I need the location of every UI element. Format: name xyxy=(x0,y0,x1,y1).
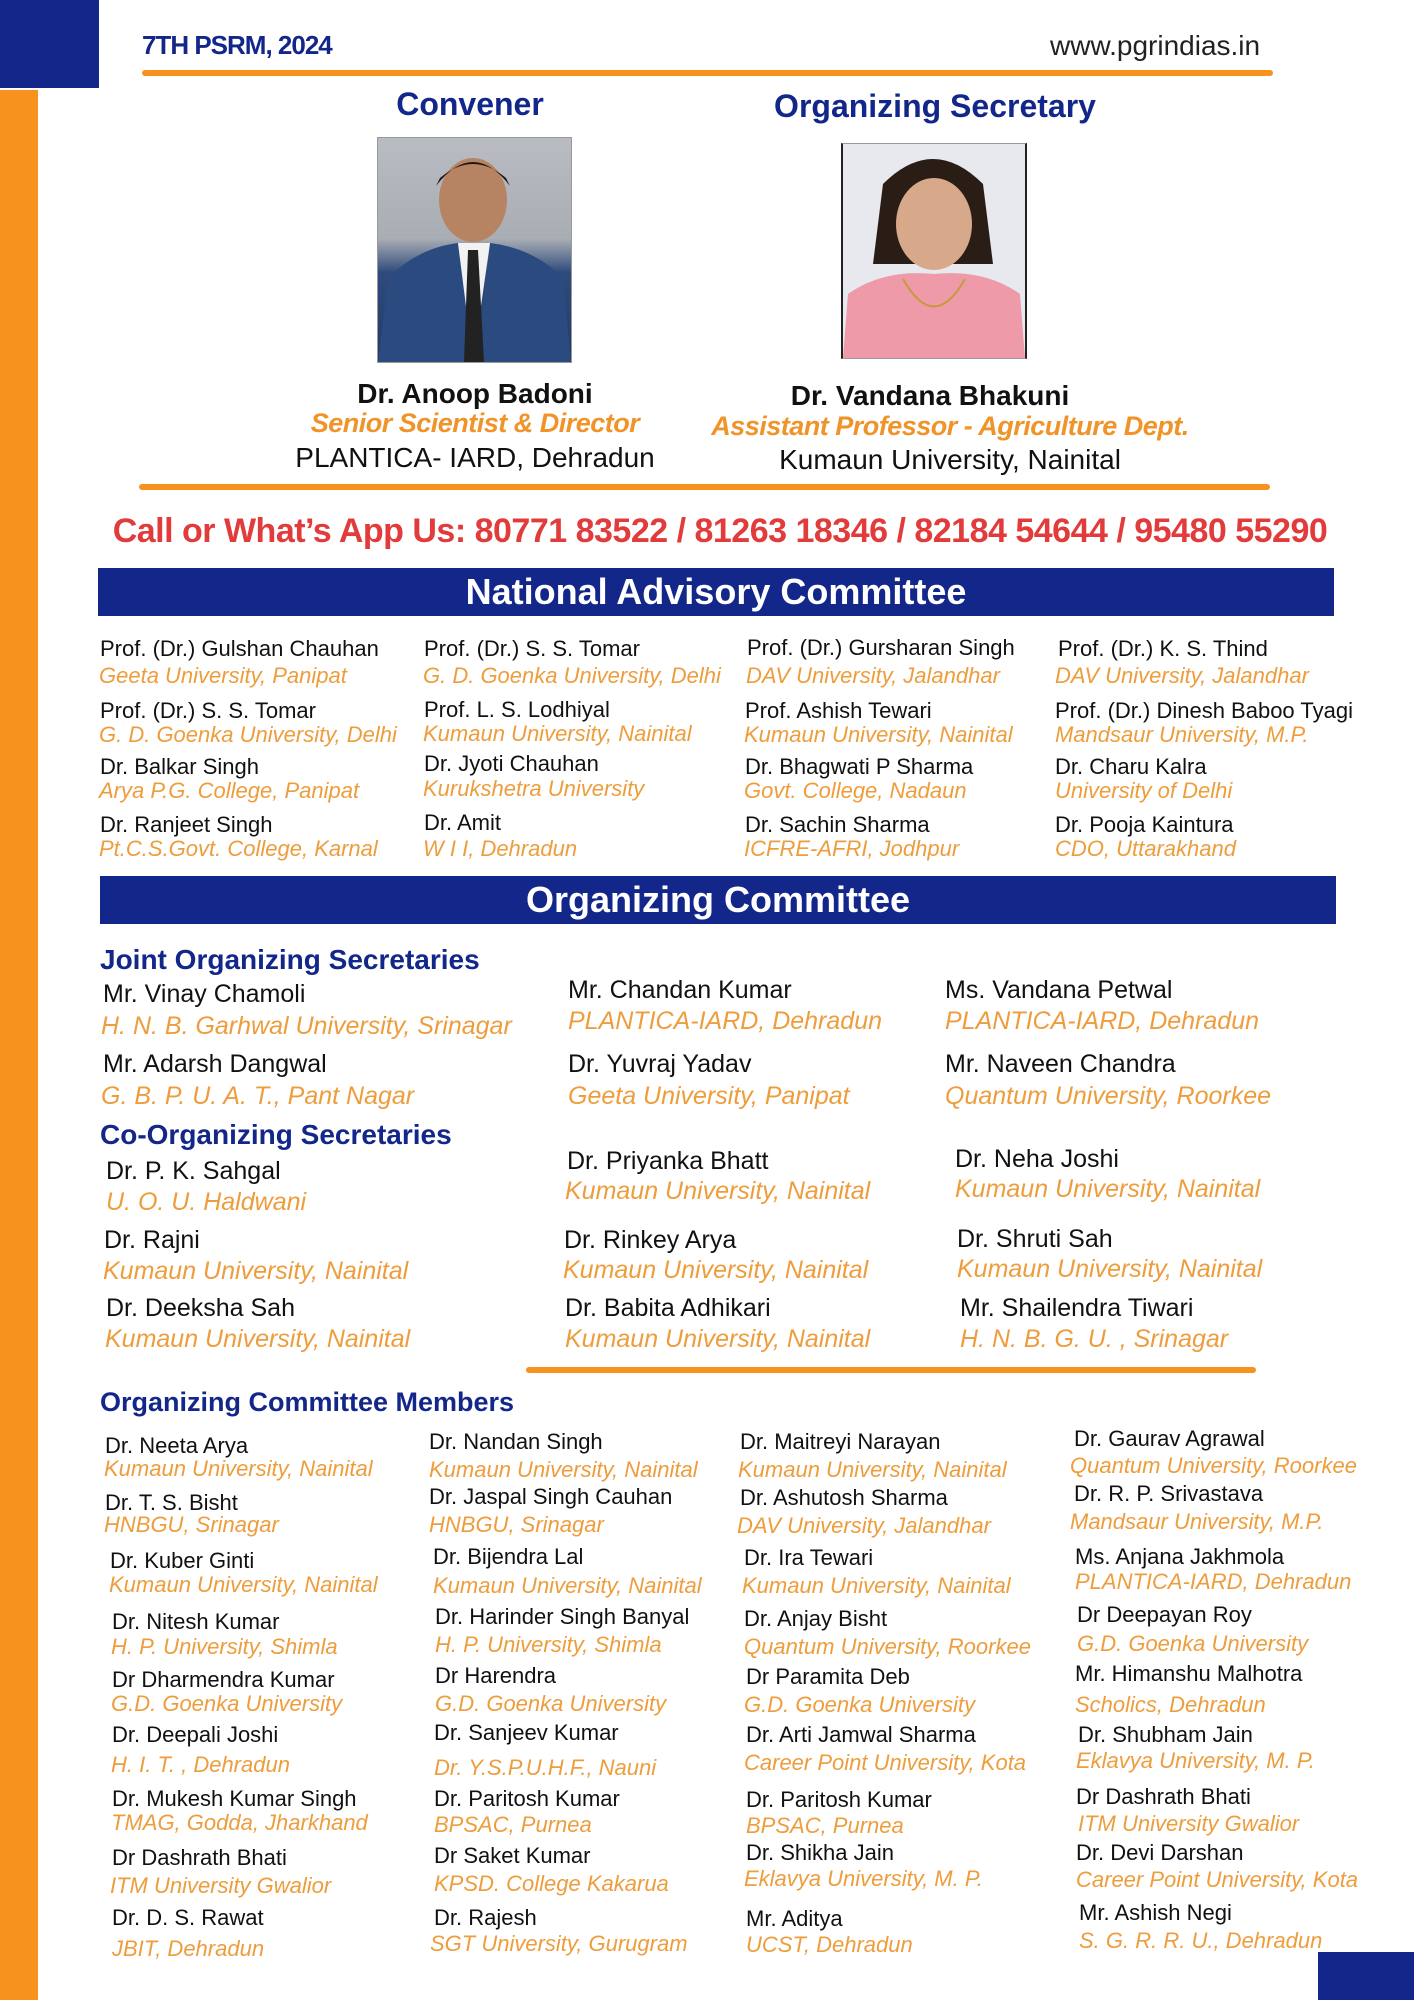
advisory-name: Dr. Charu Kalra xyxy=(1055,754,1207,779)
member-name: Dr. Paritosh Kumar xyxy=(746,1787,932,1812)
member-name: Dr Dashrath Bhati xyxy=(1076,1784,1251,1809)
member-name: Dr. Sanjeev Kumar xyxy=(434,1720,619,1745)
joint-secretary-name: Mr. Chandan Kumar xyxy=(568,976,792,1004)
member-name: Dr. Paritosh Kumar xyxy=(434,1786,620,1811)
member-name: Dr. T. S. Bisht xyxy=(105,1490,238,1515)
member-affiliation: S. G. R. R. U., Dehradun xyxy=(1079,1928,1323,1953)
co-secretary-name: Dr. Rinkey Arya xyxy=(564,1226,737,1254)
member-affiliation: H. P. University, Shimla xyxy=(111,1634,338,1659)
co-secretary-affiliation: Kumaun University, Nainital xyxy=(103,1257,409,1285)
members-heading: Organizing Committee Members xyxy=(100,1387,515,1417)
member-name: Dr Dashrath Bhati xyxy=(112,1845,287,1870)
member-name: Dr. Ashutosh Sharma xyxy=(740,1485,948,1510)
joint-secretary-name: Mr. Naveen Chandra xyxy=(945,1050,1176,1078)
co-secretary-name: Dr. Shruti Sah xyxy=(957,1225,1113,1253)
corner-block-top-left xyxy=(0,0,99,88)
member-affiliation: Kumaun University, Nainital xyxy=(109,1572,378,1597)
member-affiliation: BPSAC, Purnea xyxy=(746,1813,904,1838)
co-secretary-name: Dr. Neha Joshi xyxy=(955,1145,1119,1173)
member-name: Dr. Rajesh xyxy=(434,1905,537,1930)
member-affiliation: Kumaun University, Nainital xyxy=(742,1573,1011,1598)
member-name: Dr Saket Kumar xyxy=(434,1843,591,1868)
advisory-affiliation: Govt. College, Nadaun xyxy=(744,778,967,803)
website-link[interactable]: www.pgrindias.in xyxy=(1050,30,1261,61)
advisory-name: Prof. (Dr.) S. S. Tomar xyxy=(100,698,316,723)
joint-secretary-affiliation: G. B. P. U. A. T., Pant Nagar xyxy=(101,1082,415,1110)
co-secretary-name: Dr. P. K. Sahgal xyxy=(106,1157,281,1185)
member-affiliation: TMAG, Godda, Jharkhand xyxy=(111,1810,368,1835)
joint-secretary-affiliation: Geeta University, Panipat xyxy=(568,1082,850,1110)
member-name: Dr. D. S. Rawat xyxy=(112,1905,264,1930)
advisory-name: Dr. Amit xyxy=(424,810,502,835)
member-affiliation: Kumaun University, Nainital xyxy=(104,1456,373,1481)
member-affiliation: Eklavya University, M. P. xyxy=(1076,1748,1315,1773)
co-secretaries-heading: Co-Organizing Secretaries xyxy=(100,1119,452,1150)
co-secretary-affiliation: U. O. U. Haldwani xyxy=(106,1188,307,1216)
advisory-affiliation: Geeta University, Panipat xyxy=(99,663,347,688)
member-affiliation: KPSD. College Kakarua xyxy=(434,1871,669,1896)
co-secretary-affiliation: Kumaun University, Nainital xyxy=(955,1175,1261,1203)
advisory-affiliation: ICFRE-AFRI, Jodhpur xyxy=(744,836,960,861)
member-affiliation: G.D. Goenka University xyxy=(111,1691,343,1716)
member-name: Mr. Himanshu Malhotra xyxy=(1075,1661,1303,1686)
member-affiliation: HNBGU, Srinagar xyxy=(104,1512,279,1537)
member-name: Dr. Maitreyi Narayan xyxy=(740,1429,941,1454)
advisory-name: Prof. L. S. Lodhiyal xyxy=(424,697,610,722)
member-name: Dr Paramita Deb xyxy=(746,1664,910,1689)
joint-secretary-affiliation: H. N. B. Garhwal University, Srinagar xyxy=(101,1012,512,1040)
member-name: Dr. Deepali Joshi xyxy=(112,1722,279,1747)
member-name: Dr. Harinder Singh Banyal xyxy=(435,1604,690,1629)
joint-secretary-name: Mr. Vinay Chamoli xyxy=(103,980,306,1008)
advisory-name: Prof. (Dr.) K. S. Thind xyxy=(1058,636,1268,661)
member-name: Dr. Neeta Arya xyxy=(105,1433,249,1458)
advisory-name: Prof. (Dr.) Gulshan Chauhan xyxy=(100,636,379,661)
side-accent-bar xyxy=(0,90,38,2000)
member-affiliation: ITM University Gwalior xyxy=(110,1873,332,1898)
member-name: Dr. Nitesh Kumar xyxy=(112,1609,280,1634)
advisory-affiliation: W I I, Dehradun xyxy=(423,836,578,861)
member-affiliation: G.D. Goenka University xyxy=(435,1691,667,1716)
organizing-secretary-affiliation: Kumaun University, Nainital xyxy=(779,444,1121,475)
member-affiliation: Quantum University, Roorkee xyxy=(1070,1453,1357,1478)
member-name: Ms. Anjana Jakhmola xyxy=(1075,1544,1285,1569)
member-affiliation: DAV University, Jalandhar xyxy=(737,1513,991,1538)
member-affiliation: UCST, Dehradun xyxy=(746,1932,913,1957)
advisory-affiliation: Kumaun University, Nainital xyxy=(423,721,692,746)
members-divider xyxy=(526,1367,1256,1373)
member-name: Mr. Aditya xyxy=(746,1906,843,1931)
joint-secretary-name: Ms. Vandana Petwal xyxy=(945,976,1173,1004)
member-affiliation: H. I. T. , Dehradun xyxy=(111,1752,290,1777)
event-label: 7TH PSRM, 2024 xyxy=(142,30,332,60)
convener-photo xyxy=(377,137,572,363)
member-name: Dr. Gaurav Agrawal xyxy=(1074,1426,1265,1451)
advisory-name: Dr. Ranjeet Singh xyxy=(100,812,273,837)
member-affiliation: SGT University, Gurugram xyxy=(430,1931,688,1956)
person-silhouette-icon xyxy=(378,138,571,362)
convener-name: Dr. Anoop Badoni xyxy=(357,378,593,409)
co-secretary-affiliation: H. N. B. G. U. , Srinagar xyxy=(960,1325,1229,1353)
co-secretary-affiliation: Kumaun University, Nainital xyxy=(957,1255,1263,1283)
member-affiliation: Quantum University, Roorkee xyxy=(744,1634,1031,1659)
advisory-affiliation: University of Delhi xyxy=(1055,778,1233,803)
member-affiliation: Career Point University, Kota xyxy=(744,1750,1027,1775)
joint-secretary-affiliation: PLANTICA-IARD, Dehradun xyxy=(945,1007,1260,1035)
member-affiliation: Mandsaur University, M.P. xyxy=(1070,1509,1324,1534)
member-affiliation: Scholics, Dehradun xyxy=(1075,1692,1266,1717)
convener-affiliation: PLANTICA- IARD, Dehradun xyxy=(295,442,655,473)
member-name: Dr. Nandan Singh xyxy=(429,1429,603,1454)
member-name: Dr. Anjay Bisht xyxy=(744,1606,888,1631)
person-silhouette-icon xyxy=(843,144,1025,358)
co-secretary-name: Dr. Priyanka Bhatt xyxy=(567,1147,769,1175)
advisory-name: Dr. Sachin Sharma xyxy=(745,812,930,837)
advisory-name: Dr. Balkar Singh xyxy=(100,754,259,779)
member-name: Dr. Devi Darshan xyxy=(1076,1840,1244,1865)
advisory-affiliation: G. D. Goenka University, Delhi xyxy=(423,663,721,688)
member-affiliation: Career Point University, Kota xyxy=(1076,1867,1359,1892)
convener-role: Senior Scientist & Director xyxy=(310,408,640,438)
member-affiliation: G.D. Goenka University xyxy=(744,1692,976,1717)
member-name: Dr Dharmendra Kumar xyxy=(112,1667,335,1692)
co-secretary-affiliation: Kumaun University, Nainital xyxy=(565,1177,871,1205)
joint-secretary-name: Dr. Yuvraj Yadav xyxy=(568,1050,752,1078)
member-affiliation: BPSAC, Purnea xyxy=(434,1812,592,1837)
advisory-name: Prof. (Dr.) Gursharan Singh xyxy=(747,635,1015,660)
advisory-affiliation: G. D. Goenka University, Delhi xyxy=(99,722,397,747)
member-affiliation: Dr. Y.S.P.U.H.F., Nauni xyxy=(434,1755,657,1780)
co-secretary-affiliation: Kumaun University, Nainital xyxy=(105,1325,411,1353)
advisory-name: Dr. Pooja Kaintura xyxy=(1055,812,1234,837)
organizing-secretary-role: Assistant Professor - Agriculture Dept. xyxy=(711,411,1189,441)
organizing-secretary-photo xyxy=(841,143,1027,359)
joint-secretaries-heading: Joint Organizing Secretaries xyxy=(100,944,480,975)
member-name: Dr. Mukesh Kumar Singh xyxy=(112,1786,357,1811)
member-name: Dr. Kuber Ginti xyxy=(110,1548,255,1573)
member-name: Dr Harendra xyxy=(435,1663,557,1688)
member-affiliation: PLANTICA-IARD, Dehradun xyxy=(1075,1569,1352,1594)
member-affiliation: Kumaun University, Nainital xyxy=(433,1573,702,1598)
member-affiliation: HNBGU, Srinagar xyxy=(429,1512,604,1537)
organizing-banner: Organizing Committee xyxy=(100,876,1336,924)
member-name: Mr. Ashish Negi xyxy=(1079,1900,1232,1925)
member-name: Dr. R. P. Srivastava xyxy=(1074,1481,1264,1506)
organizing-secretary-name: Dr. Vandana Bhakuni xyxy=(790,380,1070,411)
member-affiliation: JBIT, Dehradun xyxy=(112,1936,265,1961)
advisory-affiliation: Kumaun University, Nainital xyxy=(744,722,1013,747)
advisory-name: Prof. Ashish Tewari xyxy=(745,698,932,723)
co-secretary-affiliation: Kumaun University, Nainital xyxy=(563,1256,869,1284)
advisory-affiliation: CDO, Uttarakhand xyxy=(1055,836,1236,861)
member-affiliation: Kumaun University, Nainital xyxy=(738,1457,1007,1482)
member-name: Dr. Bijendra Lal xyxy=(433,1544,584,1569)
co-secretary-name: Dr. Deeksha Sah xyxy=(106,1294,295,1322)
member-name: Dr. Ira Tewari xyxy=(744,1545,874,1570)
joint-secretary-affiliation: PLANTICA-IARD, Dehradun xyxy=(568,1007,883,1035)
advisory-name: Dr. Bhagwati P Sharma xyxy=(745,754,974,779)
co-secretary-name: Dr. Rajni xyxy=(104,1226,200,1254)
joint-secretary-name: Mr. Adarsh Dangwal xyxy=(103,1050,327,1078)
advisory-name: Prof. (Dr.) Dinesh Baboo Tyagi xyxy=(1055,698,1353,723)
member-affiliation: G.D. Goenka University xyxy=(1077,1631,1309,1656)
member-name: Dr. Shikha Jain xyxy=(746,1840,894,1865)
header-divider xyxy=(142,70,1273,76)
advisory-affiliation: Pt.C.S.Govt. College, Karnal xyxy=(99,836,378,861)
advisory-banner: National Advisory Committee xyxy=(98,568,1334,616)
advisory-affiliation: DAV University, Jalandhar xyxy=(1055,663,1309,688)
convener-title: Convener xyxy=(396,86,544,122)
member-name: Dr Deepayan Roy xyxy=(1077,1602,1252,1627)
member-affiliation: H. P. University, Shimla xyxy=(435,1632,662,1657)
member-affiliation: ITM University Gwalior xyxy=(1078,1811,1300,1836)
co-secretary-name: Dr. Babita Adhikari xyxy=(565,1294,771,1322)
corner-block-bottom-right xyxy=(1318,1952,1414,2000)
organizing-secretary-title: Organizing Secretary xyxy=(774,88,1096,124)
joint-secretary-affiliation: Quantum University, Roorkee xyxy=(945,1082,1272,1110)
advisory-affiliation: DAV University, Jalandhar xyxy=(746,663,1000,688)
member-name: Dr. Jaspal Singh Cauhan xyxy=(429,1484,673,1509)
member-name: Dr. Shubham Jain xyxy=(1078,1722,1253,1747)
advisory-affiliation: Kurukshetra University xyxy=(423,776,645,801)
leaders-divider xyxy=(139,484,1270,490)
advisory-affiliation: Arya P.G. College, Panipat xyxy=(99,778,360,803)
member-affiliation: Eklavya University, M. P. xyxy=(744,1866,983,1891)
advisory-affiliation: Mandsaur University, M.P. xyxy=(1055,722,1309,747)
co-secretary-name: Mr. Shailendra Tiwari xyxy=(960,1294,1194,1322)
advisory-name: Prof. (Dr.) S. S. Tomar xyxy=(424,636,640,661)
co-secretary-affiliation: Kumaun University, Nainital xyxy=(565,1325,871,1353)
advisory-name: Dr. Jyoti Chauhan xyxy=(424,751,599,776)
member-name: Dr. Arti Jamwal Sharma xyxy=(746,1722,976,1747)
member-affiliation: Kumaun University, Nainital xyxy=(429,1457,698,1482)
contact-phone-line[interactable]: Call or What’s App Us: 80771 83522 / 81263 18346 / 82184 54644 / 95480 55290 xyxy=(112,512,1328,550)
